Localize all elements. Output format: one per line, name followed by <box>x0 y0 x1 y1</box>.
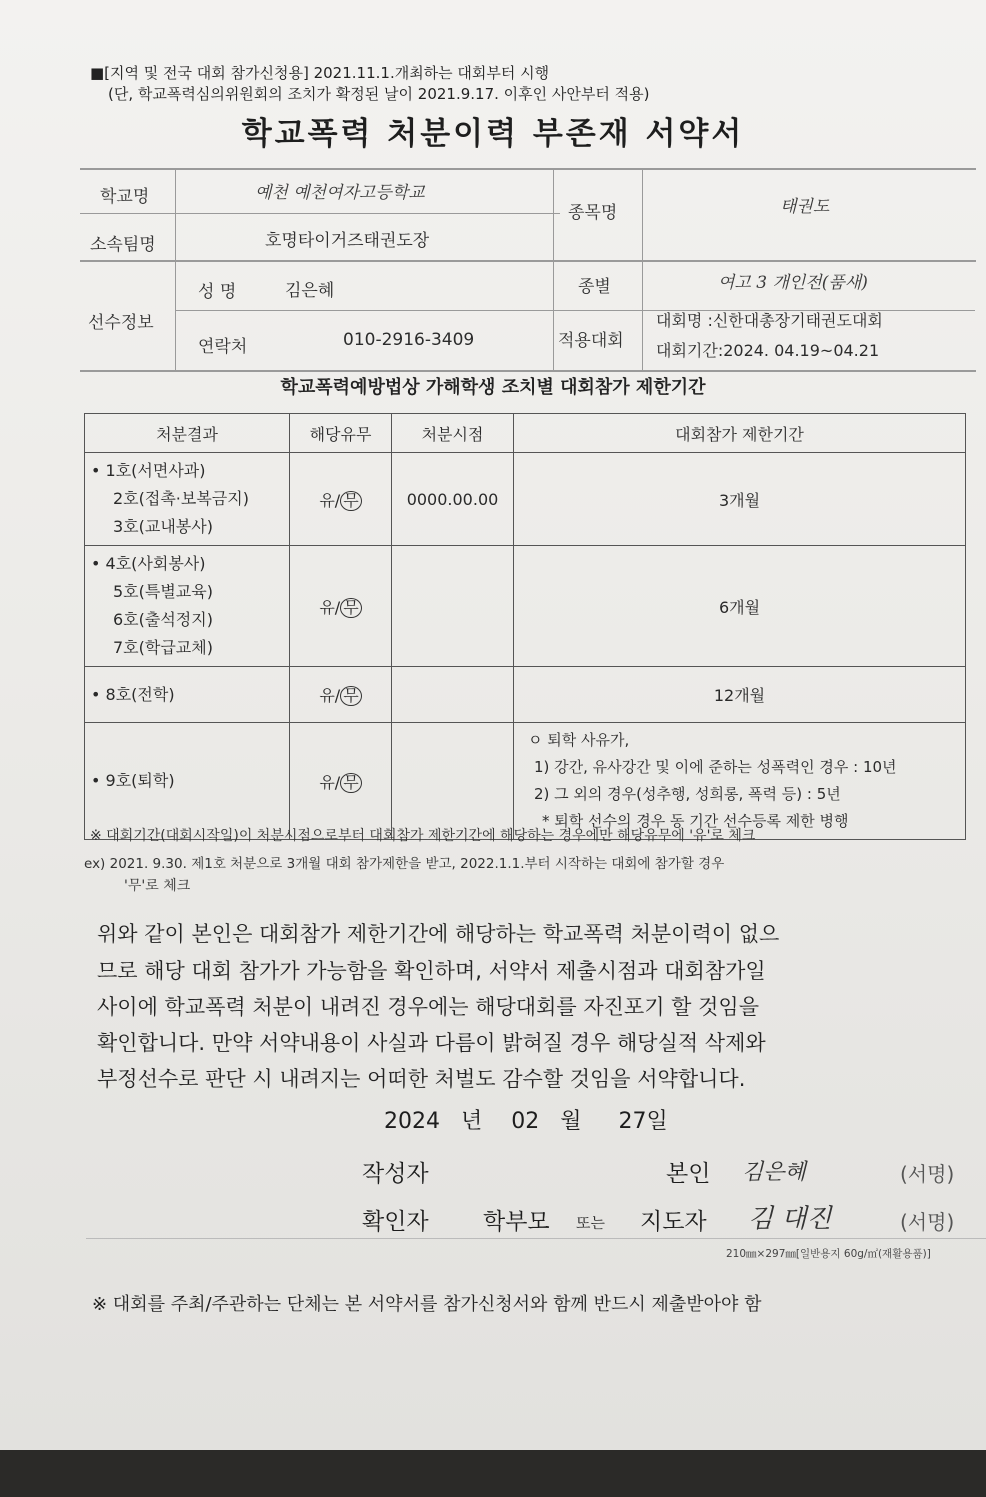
competition-period: 대회기간:2024. 04.19~04.21 <box>656 341 880 360</box>
confirmer-label: 확인자 <box>362 1209 429 1235</box>
yn-prefix: 유/ <box>319 686 341 705</box>
competition-name: 대회명 :신한대총장기태권도대회 <box>656 311 883 330</box>
pledge-date <box>384 1104 668 1135</box>
paper-spec: 210㎜×297㎜[일반용지 60g/㎡(재활용품)] <box>726 1248 931 1260</box>
sign-mark-1: (서명) <box>900 1162 955 1186</box>
sanction-items <box>85 667 290 723</box>
scanner-edge <box>0 1450 986 1497</box>
applicable-cell[interactable] <box>290 546 392 667</box>
sanction-date <box>392 667 514 723</box>
sign-mark-2: (서명) <box>900 1210 955 1234</box>
table-row <box>85 546 966 667</box>
expulsion-note: * 퇴학 선수의 경우 동 기간 선수등록 제한 병행 <box>542 812 849 830</box>
restriction-period: 6개월 <box>514 546 966 667</box>
header-date: 처분시점 <box>392 414 514 453</box>
header-result: 처분결과 <box>85 414 290 453</box>
expulsion-note: 2) 그 외의 경우(성추행, 성희롱, 폭력 등) : 5년 <box>534 785 841 803</box>
category-value: 여고 3 개인전(품새) <box>718 273 868 293</box>
yn-prefix: 유/ <box>319 490 341 510</box>
applicable-cell[interactable] <box>290 453 392 546</box>
footnote-1: ※ 대회기간(대회시작일)이 처분시점으로부터 대회참가 제한기간에 해당하는 경우에만 해당유무에 '유'로 체크 <box>90 828 756 844</box>
school-label: 학교명 <box>100 187 150 207</box>
document-title: 학교폭력 처분이력 부존재 서약서 <box>241 116 745 152</box>
sport-label: 종목명 <box>568 203 618 223</box>
circled-no-mark: 무 <box>340 686 361 706</box>
coach-signature: 김 대진 <box>748 1204 832 1234</box>
school-value: 예천 예천여자고등학교 <box>255 183 425 203</box>
sanction-item: • 4호(사회봉사) <box>91 554 206 573</box>
header-period: 대회참가 제한기간 <box>514 414 966 453</box>
sanction-date <box>392 546 514 667</box>
sanction-item: 2호(접촉·보복금지) <box>113 489 249 508</box>
sanction-item: 6호(출석정지) <box>113 610 213 629</box>
date-year: 2024 <box>384 1109 440 1134</box>
restriction-period: 12개월 <box>514 667 966 723</box>
notice-line-1: ■[지역 및 전국 대회 참가신청용] 2021.11.1.개최하는 대회부터 시행 <box>90 64 550 82</box>
expulsion-note: 1) 강간, 유사강간 및 이에 준하는 성폭력인 경우 : 10년 <box>534 758 897 776</box>
name-label: 성 명 <box>198 282 237 302</box>
restriction-period: 3개월 <box>514 453 966 546</box>
self-signature: 김은혜 <box>742 1160 806 1185</box>
expulsion-note: ㅇ 퇴학 사유가, <box>528 731 630 749</box>
name-value: 김은혜 <box>285 281 335 301</box>
notice-line-2: (단, 학교폭력심의위원회의 조치가 확정된 날이 2021.9.17. 이후인 사안부터 적용) <box>108 85 650 103</box>
coach-label: 지도자 <box>640 1209 707 1235</box>
yn-prefix: 유/ <box>319 772 341 792</box>
footnote-3: '무'로 체크 <box>124 878 191 894</box>
applicable-cell[interactable] <box>290 723 392 840</box>
sanction-item: • 9호(퇴학) <box>91 771 175 790</box>
table-row <box>85 723 966 840</box>
sanction-date <box>392 723 514 840</box>
date-year-unit: 년 <box>461 1109 483 1134</box>
self-label: 본인 <box>666 1161 711 1187</box>
table-row <box>85 453 966 546</box>
sanction-item: 7호(학급교체) <box>113 638 213 657</box>
bottom-note: ※ 대회를 주최/주관하는 단체는 본 서약서를 참가신청서와 함께 반드시 제출받아야 함 <box>92 1294 762 1315</box>
restriction-subheading: 학교폭력예방법상 가해학생 조치별 대회참가 제한기간 <box>280 377 706 398</box>
circled-no-mark: 무 <box>340 773 361 793</box>
category-label: 종별 <box>578 277 611 297</box>
sanction-item: 5호(특별교육) <box>113 582 213 601</box>
sport-value: 태권도 <box>780 197 830 217</box>
contact-label: 연락처 <box>198 337 248 357</box>
team-label: 소속팀명 <box>90 235 156 255</box>
table-header-row <box>85 414 966 453</box>
date-month: 02 <box>511 1109 540 1134</box>
applicable-cell[interactable] <box>290 667 392 723</box>
pledge-line-5: 부정선수로 판단 시 내려지는 어떠한 처벌도 감수할 것임을 서약합니다. <box>97 1067 746 1091</box>
pledge-line-4: 확인합니다. 만약 서약내용이 사실과 다름이 밝혀질 경우 해당실적 삭제와 <box>97 1031 766 1055</box>
header-applicable: 해당유무 <box>290 414 392 453</box>
yn-prefix: 유/ <box>319 597 341 617</box>
sanction-item: • 1호(서면사과) <box>91 461 206 480</box>
or-label: 또는 <box>576 1214 605 1232</box>
circled-no-mark: 무 <box>340 598 361 618</box>
table-row <box>85 667 966 723</box>
sanction-items <box>85 546 290 667</box>
competition-label: 적용대회 <box>558 331 624 351</box>
pledge-line-3: 사이에 학교폭력 처분이 내려진 경우에는 해당대회를 자진포기 할 것임을 <box>97 995 759 1019</box>
contact-value: 010-2916-3409 <box>343 330 475 350</box>
sanction-items <box>85 453 290 546</box>
sanction-item: • 8호(전학) <box>91 684 175 704</box>
expulsion-period-notes <box>514 723 966 840</box>
pledge-line-2: 므로 해당 대회 참가가 가능함을 확인하며, 서약서 제출시점과 대회참가일 <box>97 959 766 983</box>
date-month-unit: 월 <box>560 1109 582 1134</box>
sanction-date: 0000.00.00 <box>392 453 514 546</box>
pledge-line-1: 위와 같이 본인은 대회참가 제한기간에 해당하는 학교폭력 처분이력이 없으 <box>97 922 780 946</box>
footnote-2: ex) 2021. 9.30. 제1호 처분으로 3개월 대회 참가제한을 받고, 2022.1.1.부터 시작하는 대회에 참가할 경우 <box>84 856 725 872</box>
athlete-label: 선수정보 <box>88 313 154 333</box>
sanction-item: 3호(교내봉사) <box>113 517 213 536</box>
date-day: 27일 <box>618 1109 668 1134</box>
sanction-table <box>84 413 966 840</box>
parent-label: 학부모 <box>483 1209 550 1235</box>
sanction-items <box>85 723 290 840</box>
circled-no-mark: 무 <box>340 491 361 511</box>
writer-label: 작성자 <box>362 1161 429 1187</box>
team-value: 호명타이거즈태권도장 <box>265 231 430 251</box>
